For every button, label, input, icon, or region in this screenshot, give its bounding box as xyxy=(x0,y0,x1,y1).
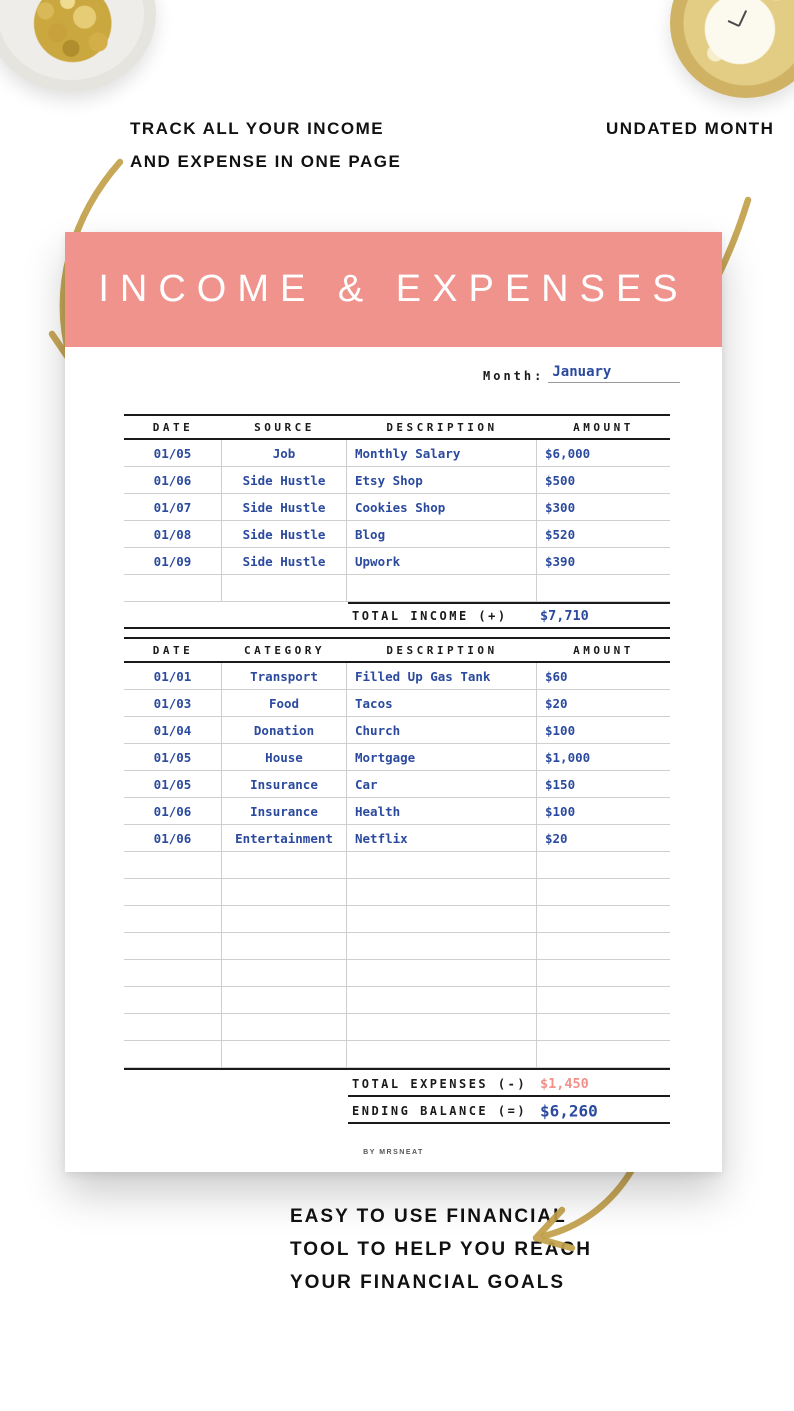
empty-cell xyxy=(222,960,347,986)
income-amount-cell: $520 xyxy=(545,526,576,542)
expense-row xyxy=(124,717,670,744)
expense-row xyxy=(124,825,670,852)
expense-total-value: $1,450 xyxy=(540,1075,589,1092)
empty-cell xyxy=(124,906,222,932)
expense-description-cell: Car xyxy=(347,771,537,797)
empty-cell xyxy=(124,879,222,905)
empty-cell xyxy=(537,1041,670,1067)
ending-balance-value: $6,260 xyxy=(540,1101,598,1120)
expense-category-cell: House xyxy=(222,744,347,770)
empty-cell xyxy=(124,575,222,601)
income-table-header xyxy=(124,414,670,440)
expense-empty-row xyxy=(124,879,670,906)
empty-cell xyxy=(537,879,670,905)
income-date-cell: 01/07 xyxy=(124,494,222,520)
expense-category-cell: Donation xyxy=(222,717,347,743)
income-total-label: TOTAL INCOME (+) xyxy=(352,608,508,623)
empty-cell xyxy=(537,906,670,932)
expense-empty-row xyxy=(124,852,670,879)
expense-date-cell: 01/05 xyxy=(124,744,222,770)
expense-amount-cell: $20 xyxy=(545,695,568,711)
expense-amount-cell: $100 xyxy=(545,722,576,738)
income-description-cell: Blog xyxy=(347,521,537,547)
empty-cell xyxy=(537,960,670,986)
empty-cell xyxy=(124,987,222,1013)
gold-binder-clips-photo xyxy=(0,0,156,92)
income-total-value: $7,710 xyxy=(540,607,589,624)
empty-cell xyxy=(222,575,347,601)
expense-header-amount: AMOUNT xyxy=(573,643,634,657)
income-row xyxy=(124,440,670,467)
expense-description-cell: Netflix xyxy=(347,825,537,851)
top-right-caption: UNDATED MONTH xyxy=(606,119,775,138)
month-value: January xyxy=(548,364,680,383)
income-source-cell: Side Hustle xyxy=(222,467,347,493)
income-header-amount: AMOUNT xyxy=(573,420,634,434)
empty-cell xyxy=(347,575,537,601)
expense-amount-cell: $100 xyxy=(545,803,576,819)
expense-amount-cell: $20 xyxy=(545,830,568,846)
expense-description-cell: Filled Up Gas Tank xyxy=(347,663,537,689)
expense-category-cell: Food xyxy=(222,690,347,716)
income-description-cell: Monthly Salary xyxy=(347,440,537,466)
planner-sheet xyxy=(65,232,722,1172)
gold-clock-dish-photo xyxy=(670,0,794,98)
income-amount-cell: $500 xyxy=(545,472,576,488)
empty-cell xyxy=(222,852,347,878)
expense-date-cell: 01/06 xyxy=(124,798,222,824)
income-date-cell: 01/08 xyxy=(124,521,222,547)
empty-cell xyxy=(124,1014,222,1040)
empty-cell xyxy=(537,852,670,878)
brand-logo: BY MRSNEAT xyxy=(363,1149,424,1156)
empty-cell xyxy=(537,933,670,959)
income-source-cell: Job xyxy=(222,440,347,466)
empty-cell xyxy=(347,1041,537,1067)
title-banner xyxy=(65,232,722,347)
expense-category-cell: Insurance xyxy=(222,798,347,824)
income-table xyxy=(124,414,670,629)
rule xyxy=(348,1122,670,1124)
expense-header-date: DATE xyxy=(152,643,194,657)
top-left-caption-line2: AND EXPENSE IN ONE PAGE xyxy=(130,152,402,171)
expense-header-description: DESCRIPTION xyxy=(386,643,498,657)
expense-row xyxy=(124,663,670,690)
expense-total-row xyxy=(124,1070,670,1097)
empty-cell xyxy=(124,960,222,986)
expense-category-cell: Entertainment xyxy=(222,825,347,851)
expense-empty-row xyxy=(124,1014,670,1041)
expense-empty-row xyxy=(124,960,670,987)
bottom-caption-line1: EASY TO USE FINANCIAL xyxy=(290,1206,567,1227)
empty-cell xyxy=(222,879,347,905)
income-amount-cell: $300 xyxy=(545,499,576,515)
top-left-caption xyxy=(130,112,401,178)
ending-balance-row xyxy=(124,1097,670,1124)
income-header-description: DESCRIPTION xyxy=(386,420,498,434)
expense-date-cell: 01/01 xyxy=(124,663,222,689)
rule xyxy=(124,627,670,629)
expense-empty-row xyxy=(124,1041,670,1068)
empty-cell xyxy=(347,906,537,932)
expense-amount-cell: $60 xyxy=(545,668,568,684)
expense-date-cell: 01/04 xyxy=(124,717,222,743)
income-date-cell: 01/06 xyxy=(124,467,222,493)
expense-header-category: CATEGORY xyxy=(244,643,325,657)
empty-cell xyxy=(347,1014,537,1040)
expense-amount-cell: $150 xyxy=(545,776,576,792)
income-date-cell: 01/05 xyxy=(124,440,222,466)
income-row xyxy=(124,467,670,494)
expense-description-cell: Mortgage xyxy=(347,744,537,770)
empty-cell xyxy=(537,575,670,601)
income-empty-row xyxy=(124,575,670,602)
empty-cell xyxy=(124,1041,222,1067)
empty-cell xyxy=(222,933,347,959)
expense-category-cell: Transport xyxy=(222,663,347,689)
expense-empty-row xyxy=(124,906,670,933)
expense-description-cell: Tacos xyxy=(347,690,537,716)
income-amount-cell: $390 xyxy=(545,553,576,569)
empty-cell xyxy=(537,987,670,1013)
income-description-cell: Etsy Shop xyxy=(347,467,537,493)
expense-description-cell: Health xyxy=(347,798,537,824)
empty-cell xyxy=(222,987,347,1013)
income-total-row xyxy=(124,602,670,629)
page-title: INCOME & EXPENSES xyxy=(98,268,689,310)
rule xyxy=(348,602,670,604)
expense-table-header xyxy=(124,637,670,663)
expense-empty-row xyxy=(124,933,670,960)
bottom-caption-line3: YOUR FINANCIAL GOALS xyxy=(290,1272,566,1293)
empty-cell xyxy=(347,960,537,986)
month-field xyxy=(483,364,680,383)
empty-cell xyxy=(222,1041,347,1067)
empty-cell xyxy=(124,852,222,878)
empty-cell xyxy=(124,933,222,959)
income-row xyxy=(124,548,670,575)
empty-cell xyxy=(537,1014,670,1040)
income-row xyxy=(124,521,670,548)
income-header-source: SOURCE xyxy=(254,420,315,434)
expense-row xyxy=(124,744,670,771)
expense-row xyxy=(124,798,670,825)
income-header-date: DATE xyxy=(152,420,194,434)
income-description-cell: Upwork xyxy=(347,548,537,574)
income-amount-cell: $6,000 xyxy=(545,445,591,461)
ending-balance-label: ENDING BALANCE (=) xyxy=(352,1103,528,1118)
empty-cell xyxy=(347,987,537,1013)
month-label: Month: xyxy=(483,369,545,383)
expense-description-cell: Church xyxy=(347,717,537,743)
income-source-cell: Side Hustle xyxy=(222,548,347,574)
expense-row xyxy=(124,690,670,717)
expense-table xyxy=(124,637,670,1124)
empty-cell xyxy=(347,879,537,905)
income-row xyxy=(124,494,670,521)
expense-date-cell: 01/03 xyxy=(124,690,222,716)
expense-category-cell: Insurance xyxy=(222,771,347,797)
income-source-cell: Side Hustle xyxy=(222,494,347,520)
empty-cell xyxy=(222,906,347,932)
top-left-caption-line1: TRACK ALL YOUR INCOME xyxy=(130,119,385,138)
income-date-cell: 01/09 xyxy=(124,548,222,574)
empty-cell xyxy=(347,852,537,878)
bottom-caption-line2: TOOL TO HELP YOU REACH xyxy=(290,1239,592,1260)
expense-row xyxy=(124,771,670,798)
income-description-cell: Cookies Shop xyxy=(347,494,537,520)
empty-cell xyxy=(222,1014,347,1040)
expense-date-cell: 01/05 xyxy=(124,771,222,797)
expense-date-cell: 01/06 xyxy=(124,825,222,851)
income-source-cell: Side Hustle xyxy=(222,521,347,547)
expense-empty-row xyxy=(124,987,670,1014)
expense-total-label: TOTAL EXPENSES (-) xyxy=(352,1076,528,1091)
empty-cell xyxy=(347,933,537,959)
expense-amount-cell: $1,000 xyxy=(545,749,591,765)
